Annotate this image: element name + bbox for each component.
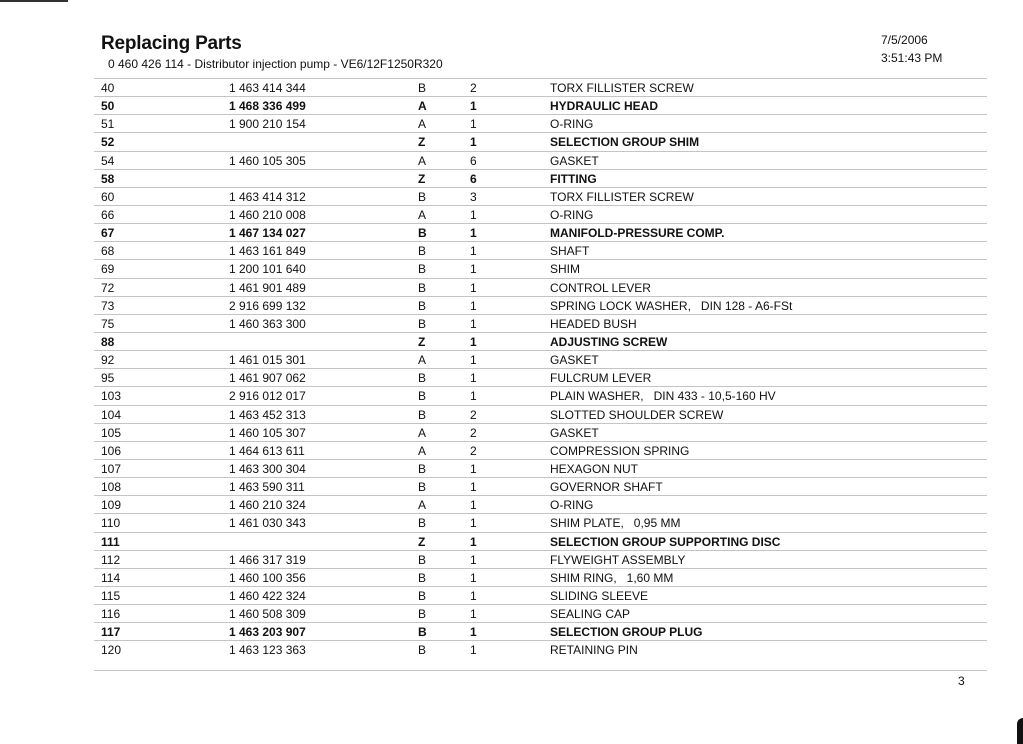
table-row: [94, 350, 987, 368]
table-row: [94, 205, 987, 223]
description-cell: FLYWEIGHT ASSEMBLY: [550, 552, 686, 567]
quantity-cell: 1: [470, 280, 477, 295]
table-row: [94, 332, 987, 350]
category-cell: A: [418, 443, 427, 458]
position-cell: 112: [101, 552, 121, 567]
category-cell: A: [418, 153, 427, 168]
position-cell: 105: [101, 425, 122, 440]
description-cell: CONTROL LEVER: [550, 280, 651, 295]
table-row: [94, 405, 987, 423]
description-cell: GASKET: [550, 153, 599, 168]
part-number-cell: 1 464 613 611: [229, 443, 305, 458]
part-number-cell: 1 463 203 907: [229, 625, 306, 640]
category-cell: Z: [418, 534, 426, 549]
position-cell: 88: [101, 334, 115, 349]
category-cell: Z: [418, 334, 426, 349]
description-cell: HEXAGON NUT: [550, 461, 639, 476]
part-number-cell: 1 461 907 062: [229, 371, 306, 386]
description-cell: TORX FILLISTER SCREW: [550, 189, 694, 204]
description-cell: SLOTTED SHOULDER SCREW: [550, 407, 724, 422]
category-cell: B: [418, 189, 427, 204]
part-number-cell: 1 460 508 309: [229, 607, 306, 622]
part-number-cell: 1 468 336 499: [229, 99, 306, 114]
quantity-cell: 1: [470, 461, 477, 476]
table-bottom-divider: [94, 670, 987, 671]
table-row: [94, 296, 987, 314]
part-number-cell: 1 460 105 305: [229, 153, 306, 168]
position-cell: 60: [101, 189, 115, 204]
table-row: [94, 96, 987, 114]
part-number-cell: 1 461 015 301: [229, 353, 306, 368]
quantity-cell: 1: [470, 625, 477, 640]
category-cell: B: [418, 226, 427, 241]
position-cell: 54: [101, 153, 115, 168]
scan-edge-mark: [0, 0, 68, 2]
part-number-cell: 2 916 699 132: [229, 298, 306, 313]
part-number-cell: 1 900 210 154: [229, 117, 306, 132]
quantity-cell: 1: [470, 135, 477, 150]
quantity-cell: 1: [470, 117, 477, 132]
quantity-cell: 2: [470, 443, 477, 458]
description-cell: SPRING LOCK WASHER, DIN 128 - A6-FSt: [550, 298, 793, 313]
table-row: [94, 550, 987, 568]
table-row: [94, 278, 987, 296]
part-number-cell: 1 463 123 363: [229, 643, 306, 658]
position-cell: 117: [101, 625, 121, 640]
part-number-cell: 1 460 105 307: [229, 425, 306, 440]
description-cell: SELECTION GROUP SHIM: [550, 135, 700, 150]
category-cell: B: [418, 81, 427, 95]
quantity-cell: 1: [470, 226, 477, 241]
category-cell: B: [418, 588, 427, 603]
description-cell: PLAIN WASHER, DIN 433 - 10,5-160 HV: [550, 389, 776, 404]
description-cell: COMPRESSION SPRING: [550, 443, 690, 458]
position-cell: 111: [101, 534, 120, 549]
category-cell: B: [418, 461, 427, 476]
description-cell: SEALING CAP: [550, 607, 631, 622]
table-row: [94, 586, 987, 604]
description-cell: SHAFT: [550, 244, 590, 259]
description-cell: GASKET: [550, 425, 599, 440]
quantity-cell: 1: [470, 643, 477, 658]
position-cell: 107: [101, 461, 122, 476]
table-row: [94, 495, 987, 513]
description-cell: RETAINING PIN: [550, 643, 638, 658]
quantity-cell: 1: [470, 516, 477, 531]
quantity-cell: 6: [470, 171, 477, 186]
table-row: [94, 513, 987, 531]
table-row: [94, 604, 987, 622]
quantity-cell: 2: [470, 425, 477, 440]
description-cell: O-RING: [550, 498, 594, 513]
quantity-cell: 1: [470, 316, 477, 331]
table-row: [94, 532, 987, 550]
table-row: [94, 441, 987, 459]
position-cell: 92: [101, 353, 115, 368]
quantity-cell: 6: [470, 153, 477, 168]
quantity-cell: 2: [470, 81, 477, 95]
category-cell: A: [418, 117, 427, 132]
part-number-cell: 1 463 590 311: [229, 480, 305, 495]
position-cell: 106: [101, 443, 122, 458]
quantity-cell: 1: [470, 607, 477, 622]
table-row: [94, 386, 987, 404]
description-cell: FITTING: [550, 171, 597, 186]
table-row: [94, 187, 987, 205]
part-number-cell: 1 463 414 344: [229, 81, 306, 95]
category-cell: B: [418, 625, 427, 640]
position-cell: 116: [101, 607, 121, 622]
category-cell: B: [418, 607, 427, 622]
quantity-cell: 3: [470, 189, 477, 204]
part-number-cell: 1 463 414 312: [229, 189, 306, 204]
quantity-cell: 1: [470, 498, 477, 513]
category-cell: B: [418, 570, 427, 585]
position-cell: 58: [101, 171, 115, 186]
position-cell: 103: [101, 389, 122, 404]
category-cell: Z: [418, 171, 426, 186]
quantity-cell: 1: [470, 262, 477, 277]
position-cell: 51: [101, 117, 115, 132]
table-row: [94, 459, 987, 477]
quantity-cell: 1: [470, 371, 477, 386]
table-row: [94, 78, 987, 96]
quantity-cell: 1: [470, 334, 477, 349]
category-cell: B: [418, 316, 427, 331]
position-cell: 67: [101, 226, 115, 241]
description-cell: GASKET: [550, 353, 599, 368]
part-number-cell: 1 467 134 027: [229, 226, 306, 241]
category-cell: A: [418, 207, 427, 222]
part-number-cell: 1 460 422 324: [229, 588, 306, 603]
category-cell: B: [418, 298, 427, 313]
part-number-cell: 1 460 363 300: [229, 316, 306, 331]
parts-table: [94, 78, 987, 659]
position-cell: 72: [101, 280, 115, 295]
table-row: [94, 114, 987, 132]
table-row: [94, 640, 987, 658]
position-cell: 68: [101, 244, 115, 259]
part-number-cell: 1 461 901 489: [229, 280, 306, 295]
category-cell: B: [418, 643, 427, 658]
description-cell: FULCRUM LEVER: [550, 371, 652, 386]
table-row: [94, 241, 987, 259]
quantity-cell: 1: [470, 244, 477, 259]
position-cell: 114: [101, 570, 121, 585]
print-time: 3:51:43 PM: [881, 51, 943, 65]
description-cell: O-RING: [550, 207, 594, 222]
page-number: 3: [958, 674, 965, 688]
position-cell: 110: [101, 516, 121, 531]
position-cell: 95: [101, 371, 115, 386]
position-cell: 75: [101, 316, 115, 331]
category-cell: B: [418, 244, 427, 259]
table-row: [94, 169, 987, 187]
category-cell: B: [418, 552, 427, 567]
table-row: [94, 368, 987, 386]
quantity-cell: 1: [470, 588, 477, 603]
category-cell: A: [418, 498, 427, 513]
part-number-cell: 1 460 210 008: [229, 207, 306, 222]
category-cell: B: [418, 280, 427, 295]
category-cell: B: [418, 407, 427, 422]
table-row: [94, 314, 987, 332]
table-row: [94, 477, 987, 495]
page-subtitle: 0 460 426 114 - Distributor injection pump - VE6/12F1250R320: [108, 57, 443, 71]
position-cell: 69: [101, 262, 115, 277]
description-cell: SHIM: [550, 262, 580, 277]
part-number-cell: 1 466 317 319: [229, 552, 306, 567]
position-cell: 66: [101, 207, 115, 222]
quantity-cell: 1: [470, 353, 477, 368]
position-cell: 120: [101, 643, 122, 658]
part-number-cell: 1 460 210 324: [229, 498, 306, 513]
position-cell: 73: [101, 298, 115, 313]
category-cell: B: [418, 262, 427, 277]
quantity-cell: 1: [470, 552, 477, 567]
part-number-cell: 1 460 100 356: [229, 570, 306, 585]
description-cell: SELECTION GROUP SUPPORTING DISC: [550, 534, 781, 549]
category-cell: B: [418, 480, 427, 495]
table-row: [94, 568, 987, 586]
position-cell: 50: [101, 99, 115, 114]
description-cell: ADJUSTING SCREW: [550, 334, 668, 349]
position-cell: 52: [101, 135, 115, 150]
table-row: [94, 423, 987, 441]
position-cell: 115: [101, 588, 121, 603]
description-cell: HEADED BUSH: [550, 316, 637, 331]
part-number-cell: 1 200 101 640: [229, 262, 306, 277]
quantity-cell: 1: [470, 534, 477, 549]
scan-corner-mark: [1017, 718, 1023, 744]
quantity-cell: 1: [470, 298, 477, 313]
quantity-cell: 2: [470, 407, 477, 422]
quantity-cell: 1: [470, 207, 477, 222]
description-cell: MANIFOLD-PRESSURE COMP.: [550, 226, 725, 241]
page-title: Replacing Parts: [101, 33, 242, 54]
description-cell: SHIM PLATE, 0,95 MM: [550, 516, 681, 531]
part-number-cell: 1 463 300 304: [229, 461, 306, 476]
category-cell: A: [418, 425, 427, 440]
quantity-cell: 1: [470, 480, 477, 495]
description-cell: HYDRAULIC HEAD: [550, 99, 658, 114]
description-cell: SHIM RING, 1,60 MM: [550, 570, 674, 585]
quantity-cell: 1: [470, 389, 477, 404]
category-cell: Z: [418, 135, 426, 150]
table-row: [94, 622, 987, 640]
table-row: [94, 132, 987, 150]
print-date: 7/5/2006: [881, 33, 928, 47]
part-number-cell: 1 463 452 313: [229, 407, 306, 422]
part-number-cell: 2 916 012 017: [229, 389, 306, 404]
position-cell: 40: [101, 81, 115, 95]
position-cell: 109: [101, 498, 122, 513]
quantity-cell: 1: [470, 99, 477, 114]
position-cell: 104: [101, 407, 122, 422]
table-row: [94, 151, 987, 169]
position-cell: 108: [101, 480, 122, 495]
category-cell: B: [418, 389, 427, 404]
description-cell: O-RING: [550, 117, 594, 132]
part-number-cell: 1 461 030 343: [229, 516, 306, 531]
category-cell: B: [418, 516, 427, 531]
category-cell: A: [418, 353, 427, 368]
category-cell: B: [418, 371, 427, 386]
table-row: [94, 223, 987, 241]
category-cell: A: [418, 99, 427, 114]
description-cell: SLIDING SLEEVE: [550, 588, 649, 603]
part-number-cell: 1 463 161 849: [229, 244, 306, 259]
description-cell: SELECTION GROUP PLUG: [550, 625, 703, 640]
table-row: [94, 259, 987, 277]
quantity-cell: 1: [470, 570, 477, 585]
description-cell: TORX FILLISTER SCREW: [550, 81, 694, 95]
description-cell: GOVERNOR SHAFT: [550, 480, 663, 495]
